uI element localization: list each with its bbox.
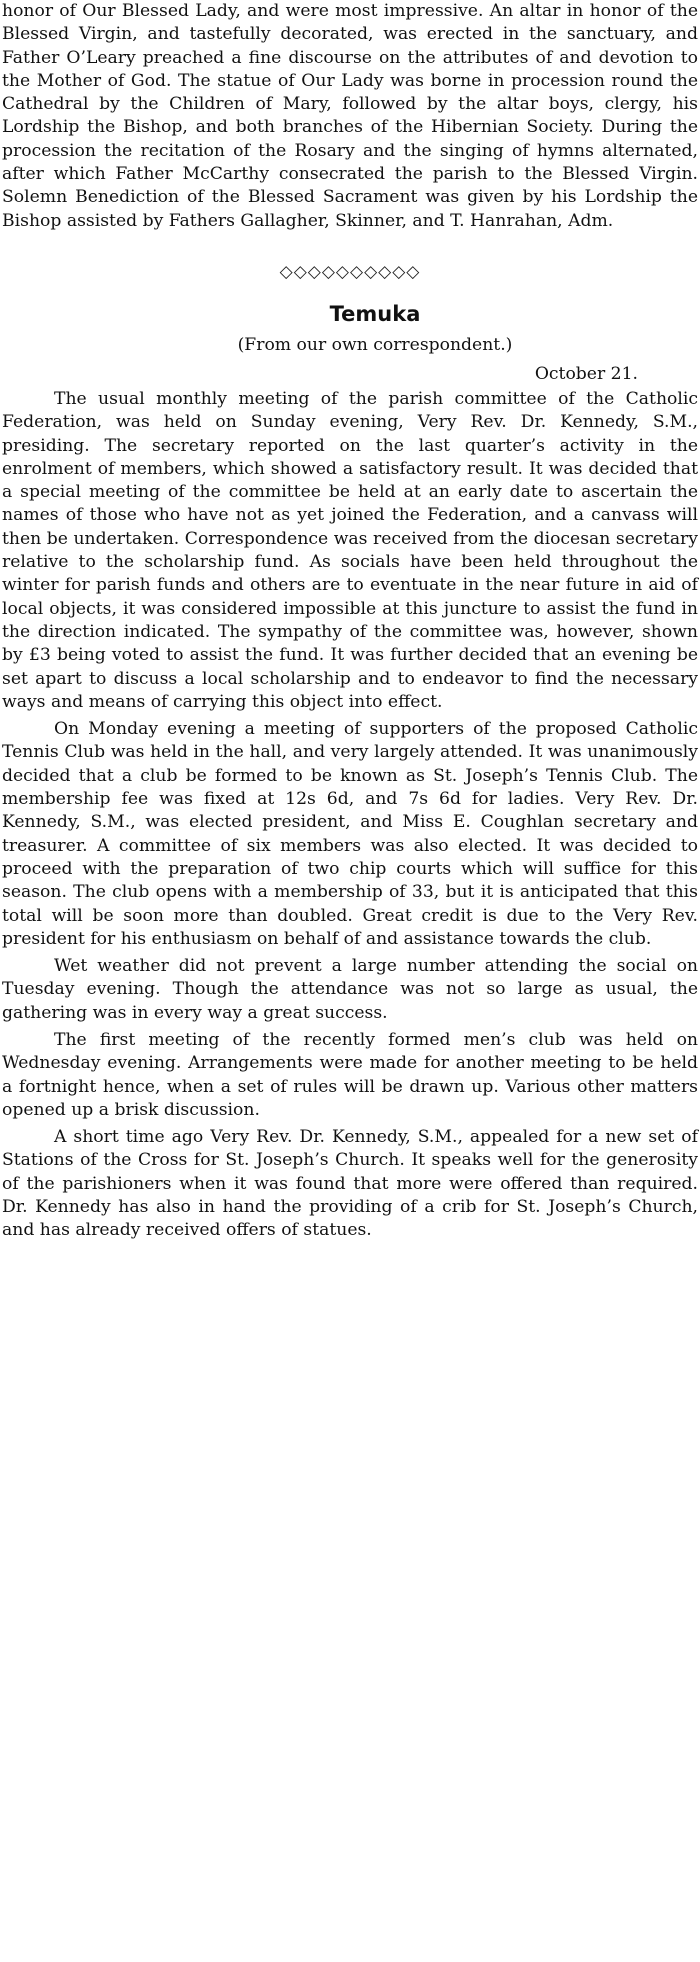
paragraph-tennis-club: On Monday evening a meeting of supporters of the proposed Catholic Tennis Club was held in the hall, and very largely attended. It was unanimously decided that a club be formed to be known as St. Joseph’s Tennis Club. The membership fee was fixed at 12s 6d, and 7s 6d for ladies. Very Rev. Dr. Kennedy, S.M., was elected president, and Miss E. Coughlan secretary and treasurer. A committee of six members was also elected. It was decided to proceed with the preparation of two chip courts which will suffice for this season. The club opens with a membership of 33, but it is anticipated that this total will be soon more than doubled. Great credit is due to the Very Rev. president for his enthusiasm on behalf of and assistance towards the club. — [2, 719, 698, 949]
paragraph-social: Wet weather did not prevent a large number attending the social on Tuesday evening. Though the attendance was not so large as usual, the gathering was in every way a great success. — [2, 956, 698, 1023]
paragraph-stations-of-the-cross: A short time ago Very Rev. Dr. Kennedy, S.M., appealed for a new set of Stations of the Cross for St. Joseph’s Church. It speaks well for the generosity of the parishioners when it was found that more were offered than required. Dr. Kennedy has also in hand the providing of a crib for St. Joseph’s Church, and has already received offers of statues. — [2, 1127, 698, 1241]
section-separator: ◇◇◇◇◇◇◇◇◇◇ — [279, 261, 421, 282]
section-title: Temuka — [329, 301, 421, 326]
paragraph-federation-meeting: The usual monthly meeting of the parish committee of the Catholic Federation, was held on Sunday evening, Very Rev. Dr. Kennedy, S.M., presiding. The secretary reported on the last quarter’s activity in the enrolment of members, which showed a satisfactory result. It was decided that a special meeting of the committee be held at an early date to ascertain the names of those who have not as yet joined the Federation, and a canvass will then be undertaken. Correspondence was received from the diocesan secretary relative to the scholarship fund. As socials have been held throughout the winter for parish funds and others are to eventuate in the near future in aid of local objects, it was considered impossible at this juncture to assist the fund in the direction indicated. The sympathy of the committee was, however, shown by £3 being voted to assist the fund. It was further decided that an evening be set apart to discuss a local scholarship and to endeavor to find the necessary ways and means of carrying this object into effect. — [2, 388, 698, 712]
paragraph-mens-club: The first meeting of the recently formed men’s club was held on Wednesday evening. Arrangements were made for another meeting to be held a fortnight hence, when a set of rules will be drawn up. Various other matters opened up a brisk discussion. — [2, 1029, 698, 1120]
intro-paragraph: honor of Our Blessed Lady, and were most impressive. An altar in honor of the Blessed Virgin, and tastefully decorated, was erected in the sanctuary, and Father O’Leary preached a fine discourse on the attributes of and devotion to the Mother of God. The statue of Our Lady was borne in procession round the Cathedral by the Children of Mary, followed by the altar boys, clergy, his Lordship the Bishop, and both branches of the Hibernian Society. During the procession the recitation of the Rosary and the singing of hymns alternated, after which Father McCarthy consecrated the parish to the Blessed Virgin. Solemn Benediction of the Blessed Sacrament was given by his Lordship the Bishop assisted by Fathers Gallagher, Skinner, and T. Hanrahan, Adm. — [2, 1, 698, 231]
section-byline: (From our own correspondent.) — [237, 334, 513, 355]
section-date: October 21. — [534, 363, 638, 384]
